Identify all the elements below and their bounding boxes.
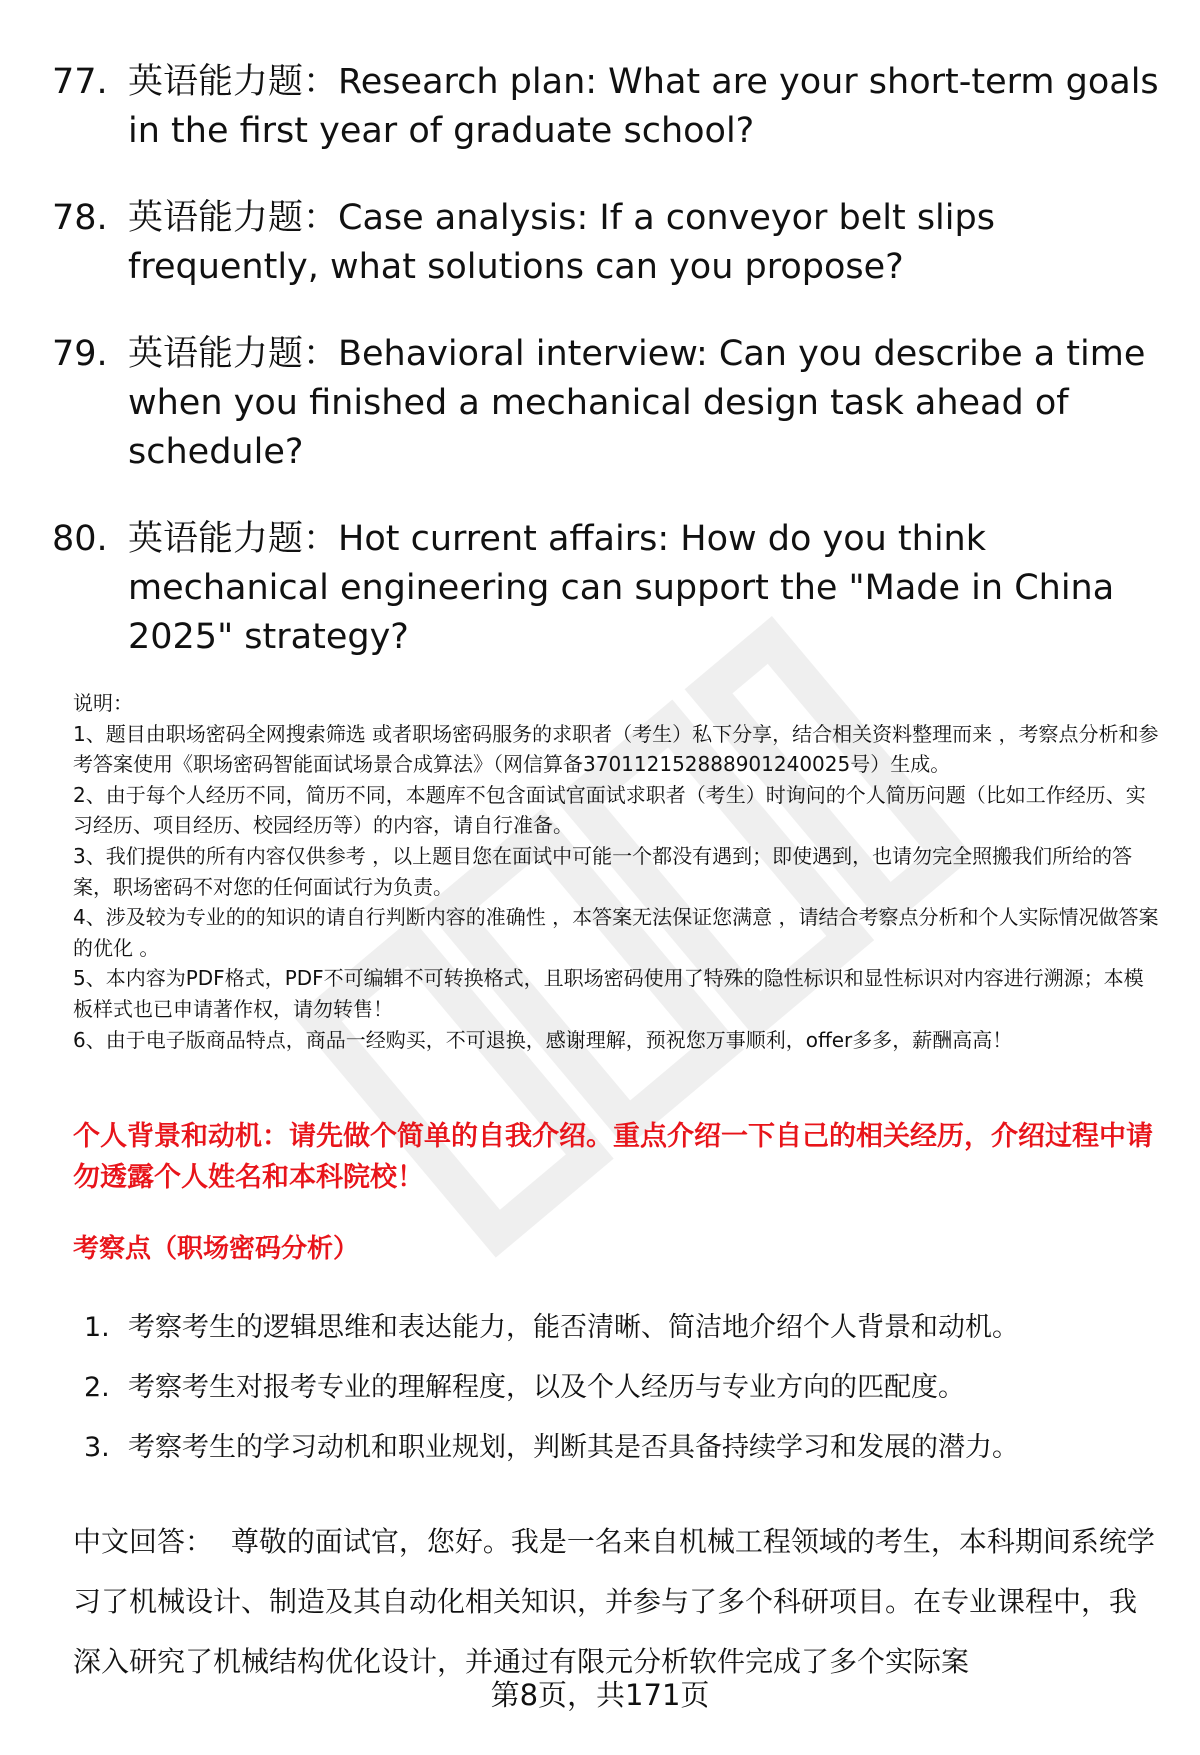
question-category: 英语能力题：	[128, 62, 339, 102]
key-points-list	[84, 1308, 1164, 1488]
key-point-number: 2.	[84, 1372, 110, 1403]
question-item	[52, 194, 1162, 292]
question-text-block	[128, 194, 1162, 292]
answer-paragraph	[73, 1512, 1163, 1692]
answer-text: 尊敬的面试官，您好。我是一名来自机械工程领域的考生，本科期间系统学习了机械设计、制造及其自动化相关知识，并参与了多个科研项目。在专业课程中，我深入研究了机械结构优化设计，并通过有限元分析软件完成了多个实际案	[73, 1525, 1155, 1678]
key-point-item	[84, 1428, 1164, 1468]
key-point-number: 1.	[84, 1312, 110, 1343]
question-category: 英语能力题：	[128, 198, 339, 238]
question-text: Behavioral interview: Can you describe a time when you finished a mechanical design task ahead of schedule?	[128, 334, 1146, 472]
question-text: Hot current affairs: How do you think mechanical engineering can support the "Made in China 2025" strategy?	[128, 519, 1115, 657]
key-point-item	[84, 1308, 1164, 1348]
key-point-item	[84, 1368, 1164, 1408]
question-list	[52, 58, 1162, 700]
question-text: Research plan: What are your short-term goals in the first year of graduate school?	[128, 62, 1159, 151]
note-item: 6、由于电子版商品特点，商品一经购买，不可退换，感谢理解，预祝您万事顺利，offer多多，薪酬高高！	[73, 1027, 1013, 1052]
question-number: 80.	[52, 519, 108, 559]
note-item: 3、我们提供的所有内容仅供参考 ，以上题目您在面试中可能一个都没有遇到；即使遇到，也请勿完全照搬我们所给的答案，职场密码不对您的任何面试行为负责。	[73, 843, 1133, 899]
question-category: 英语能力题：	[128, 519, 339, 559]
background-question: 个人背景和动机：请先做个简单的自我介绍。重点介绍一下自己的相关经历，介绍过程中请勿透露个人姓名和本科院校！	[73, 1121, 1153, 1193]
note-item: 1、题目由职场密码全网搜索筛选 或者职场密码服务的求职者（考生）私下分享，结合相关资料整理而来 ，考察点分析和参考答案使用《职场密码智能面试场景合成算法》（网信算备370112152888901240025号）生成。	[73, 721, 1159, 777]
notes-title: 说明：	[73, 691, 133, 715]
note-item: 4、涉及较为专业的的知识的请自行判断内容的准确性 ，本答案无法保证您满意 ，请结合考察点分析和个人实际情况做答案的优化 。	[73, 905, 1159, 960]
key-point-text: 考察考生的逻辑思维和表达能力，能否清晰、简洁地介绍个人背景和动机。	[128, 1312, 1019, 1343]
answer-section	[73, 1512, 1163, 1692]
page-footer: 第8页，共171页	[490, 1678, 710, 1712]
question-text-block	[128, 515, 1162, 662]
note-item: 2、由于每个人经历不同，简历不同，本题库不包含面试官面试求职者（考生）时询问的个人简历问题（比如工作经历、实习经历、项目经历、校园经历等）的内容，请自行准备。	[73, 782, 1146, 838]
question-text-block	[128, 330, 1162, 477]
question-number: 77.	[52, 62, 108, 102]
key-point-text: 考察考生对报考专业的理解程度，以及个人经历与专业方向的匹配度。	[128, 1372, 965, 1403]
key-point-text: 考察考生的学习动机和职业规划，判断其是否具备持续学习和发展的潜力。	[128, 1432, 1019, 1463]
notes-section	[73, 688, 1163, 1055]
question-category: 英语能力题：	[128, 334, 339, 374]
question-number: 78.	[52, 198, 108, 238]
question-item	[52, 58, 1162, 156]
key-point-number: 3.	[84, 1432, 110, 1463]
question-item	[52, 330, 1162, 477]
key-points-heading: 考察点（职场密码分析）	[73, 1234, 360, 1264]
note-item: 5、本内容为PDF格式，PDF不可编辑不可转换格式，且职场密码使用了特殊的隐性标识和显性标识对内容进行溯源；本模板样式也已申请著作权，请勿转售！	[73, 966, 1144, 1021]
question-text: Case analysis: If a conveyor belt slips frequently, what solutions can you propose?	[128, 198, 995, 287]
question-item	[52, 515, 1162, 662]
answer-label: 中文回答：	[73, 1525, 214, 1558]
question-number: 79.	[52, 334, 108, 374]
question-text-block	[128, 58, 1162, 156]
